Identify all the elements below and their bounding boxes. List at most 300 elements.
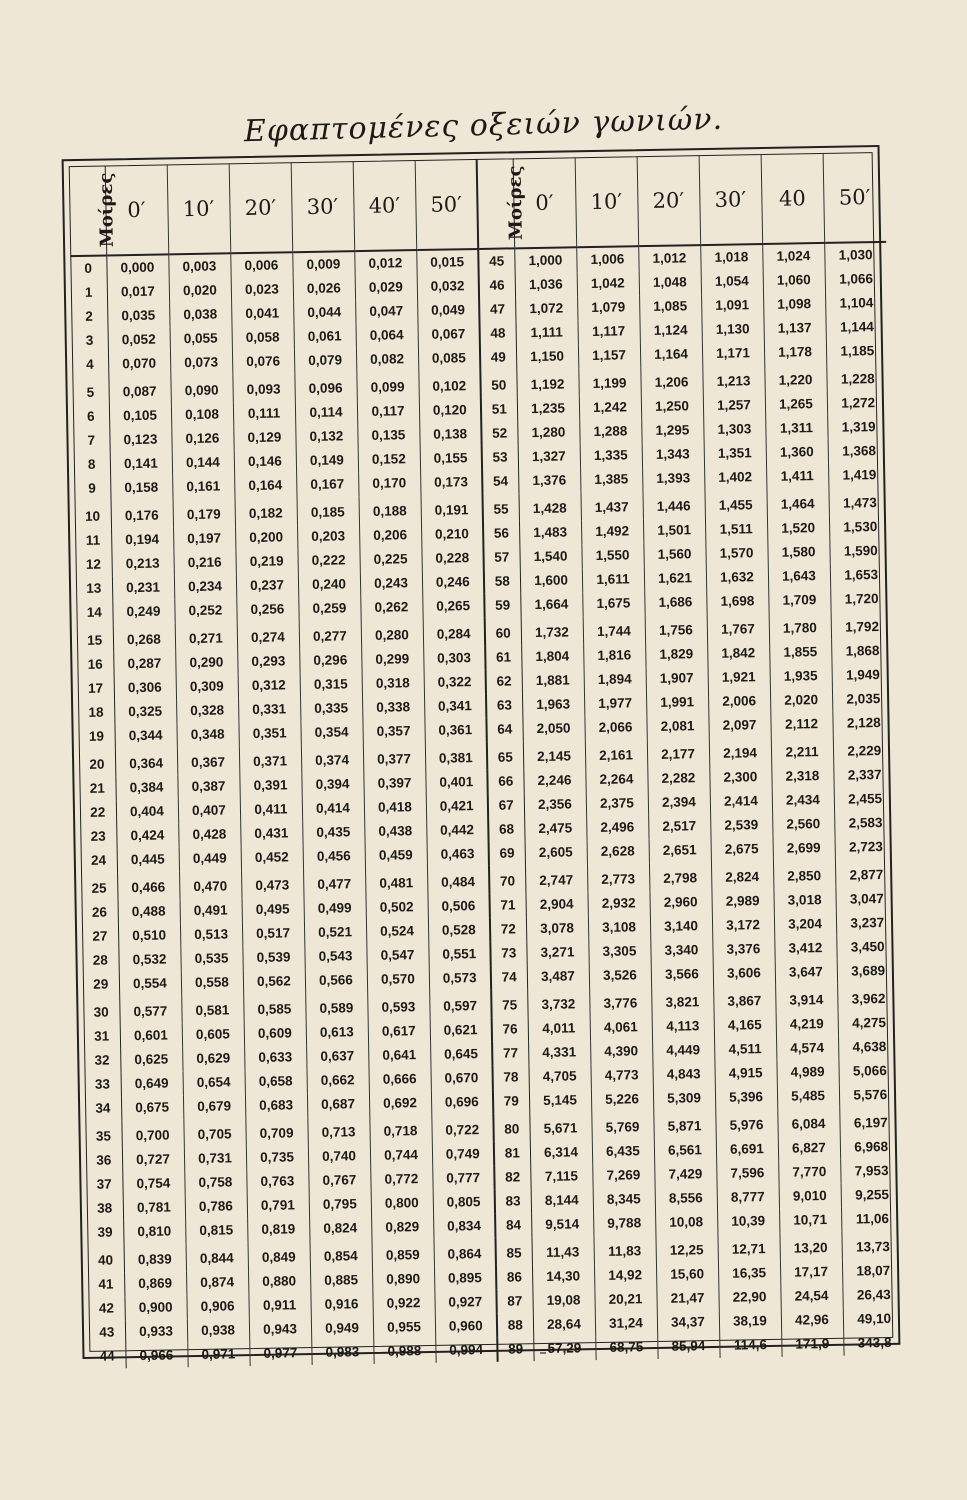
value-cell: 0,438 xyxy=(364,819,426,844)
value-cell: 0,052 xyxy=(108,327,170,352)
degree-cell: 81 xyxy=(494,1141,530,1166)
value-cell: 4,915 xyxy=(714,1061,776,1086)
degree-cell: 7 xyxy=(73,428,109,453)
value-cell: 1,048 xyxy=(639,270,701,295)
degree-cell: 84 xyxy=(495,1213,531,1238)
value-cell: 3,412 xyxy=(774,936,836,961)
value-cell: 0,064 xyxy=(356,323,418,348)
value-cell: 1,632 xyxy=(706,565,768,590)
degree-cell: 88 xyxy=(497,1313,533,1338)
value-cell: 2,035 xyxy=(846,691,881,707)
value-cell: 1,265 xyxy=(765,392,827,417)
value-cell: 0,481 xyxy=(365,867,427,896)
value-cell: 0,138 xyxy=(419,422,481,447)
minute-header: 50′ xyxy=(823,152,887,243)
value-cell: 12,71 xyxy=(717,1233,779,1262)
value-cell: 1,018 xyxy=(700,244,762,270)
value-cell: 1,842 xyxy=(707,641,769,666)
value-cell: 0,666 xyxy=(368,1067,430,1092)
value-cell: 0,900 xyxy=(124,1295,186,1320)
value-cell: 2,229 xyxy=(847,743,882,759)
value-cell: 9,010 xyxy=(779,1184,841,1209)
value-cell: 1,756 xyxy=(645,614,707,643)
value-cell: 0,445 xyxy=(117,847,179,872)
value-cell: 1,360 xyxy=(766,440,828,465)
value-cell: 0,705 xyxy=(183,1118,245,1147)
value-cell: 0,800 xyxy=(371,1191,433,1216)
value-cell: 0,141 xyxy=(110,451,172,476)
degree-cell: 46 xyxy=(479,273,515,298)
value-cell: 14,30 xyxy=(532,1264,594,1289)
value-cell: 0,906 xyxy=(186,1294,248,1319)
value-cell: 2,517 xyxy=(648,814,710,839)
value-cell: 1,288 xyxy=(579,419,641,444)
value-cell: 0,096 xyxy=(294,372,356,401)
value-cell: 0,152 xyxy=(358,447,420,472)
value-cell: 0,988 xyxy=(373,1339,435,1364)
value-cell: 2,081 xyxy=(646,714,708,739)
value-cell: 1,042 xyxy=(577,271,639,296)
value-cell: 3,487 xyxy=(527,964,589,989)
value-cell: 0,791 xyxy=(247,1193,309,1218)
value-cell: 2,675 xyxy=(711,837,773,862)
value-cell: 0,613 xyxy=(306,1020,368,1045)
value-cell: 2,605 xyxy=(525,840,587,865)
value-cell: 2,375 xyxy=(586,791,648,816)
value-cell: 4,390 xyxy=(590,1039,652,1064)
degree-cell: 3 xyxy=(72,328,108,353)
value-cell: 2,434 xyxy=(772,788,834,813)
value-cell: 0,539 xyxy=(242,945,304,970)
value-cell: 1,137 xyxy=(763,316,825,341)
value-cell: 1,419 xyxy=(842,467,877,483)
value-cell: 3,450 xyxy=(850,938,885,955)
value-cell: 0,170 xyxy=(358,471,420,496)
value-cell: 0,859 xyxy=(371,1239,433,1268)
value-cell: 0,442 xyxy=(426,818,488,843)
degree-cell: 24 xyxy=(81,848,117,873)
value-cell: 0,328 xyxy=(176,698,238,723)
value-cell: 0,284 xyxy=(423,618,485,647)
value-cell: 0,506 xyxy=(427,894,489,919)
value-cell: 7,269 xyxy=(592,1163,654,1188)
value-cell: 0,675 xyxy=(121,1095,183,1120)
value-cell: 0,916 xyxy=(310,1292,372,1317)
value-cell: 1,006 xyxy=(576,246,638,272)
value-cell: 0,772 xyxy=(370,1167,432,1192)
value-cell: 3,018 xyxy=(773,888,835,913)
degree-cell: 52 xyxy=(481,421,517,446)
value-cell: 0,593 xyxy=(367,991,429,1020)
value-cell: 2,246 xyxy=(523,768,585,793)
value-cell: 11,43 xyxy=(531,1236,593,1265)
tangent-table-frame xyxy=(62,145,901,1364)
degree-cell: 40 xyxy=(88,1244,124,1273)
value-cell: 2,960 xyxy=(649,890,711,915)
value-cell: 1,446 xyxy=(642,490,704,519)
degree-cell: 72 xyxy=(490,917,526,942)
value-cell: 3,271 xyxy=(526,940,588,965)
degree-cell: 11 xyxy=(75,528,111,553)
minute-header: 40′ xyxy=(353,160,417,251)
value-cell: 2,337 xyxy=(847,767,882,783)
value-cell: 0,581 xyxy=(181,994,243,1023)
value-cell: 0,488 xyxy=(118,899,180,924)
value-cell: 0,149 xyxy=(296,448,358,473)
value-cell: 0,179 xyxy=(173,498,235,527)
value-cell: 0,692 xyxy=(369,1091,431,1116)
value-cell: 2,560 xyxy=(772,812,834,837)
value-cell: 57,29 xyxy=(533,1336,595,1361)
value-cell: 2,050 xyxy=(522,716,584,741)
value-cell: 1,164 xyxy=(640,342,702,367)
degree-cell: 21 xyxy=(79,776,115,801)
value-cell: 0,093 xyxy=(232,373,294,402)
value-cell: 0,839 xyxy=(124,1243,186,1272)
value-cell: 1,206 xyxy=(640,366,702,395)
value-cell: 10,39 xyxy=(717,1209,779,1234)
value-cell: 1,199 xyxy=(578,367,640,396)
value-cell: 0,210 xyxy=(421,522,483,547)
value-cell: 1,385 xyxy=(580,467,642,492)
value-cell: 0,271 xyxy=(175,622,237,651)
value-cell: 0,597 xyxy=(429,990,491,1019)
degree-cell: 76 xyxy=(492,1017,528,1042)
value-cell: 1,319 xyxy=(841,419,876,435)
degree-cell: 47 xyxy=(479,297,515,322)
value-cell: 3,078 xyxy=(526,916,588,941)
value-cell: 0,949 xyxy=(311,1316,373,1341)
degree-cell: 53 xyxy=(482,445,518,470)
value-cell: 0,605 xyxy=(182,1022,244,1047)
value-cell: 0,731 xyxy=(184,1146,246,1171)
value-cell: 1,130 xyxy=(701,317,763,342)
degree-cell: 0 xyxy=(70,255,106,281)
value-cell: 0,182 xyxy=(235,497,297,526)
value-cell: 0,228 xyxy=(421,546,483,571)
value-cell: 4,275 xyxy=(852,1014,887,1031)
value-cell: 3,237 xyxy=(850,914,885,931)
value-cell: 0,718 xyxy=(369,1115,431,1144)
value-cell: 0,099 xyxy=(356,371,418,400)
value-cell: 0,558 xyxy=(181,970,243,995)
value-cell: 1,698 xyxy=(706,589,768,614)
value-cell: 0,280 xyxy=(361,619,423,648)
value-cell: 2,066 xyxy=(584,715,646,740)
value-cell: 17,17 xyxy=(780,1260,842,1285)
value-cell: 3,566 xyxy=(651,962,713,987)
value-cell: 1,686 xyxy=(644,590,706,615)
value-cell: 0,585 xyxy=(243,993,305,1022)
degree-cell: 37 xyxy=(86,1172,122,1197)
degree-cell: 78 xyxy=(492,1065,528,1090)
degree-cell: 18 xyxy=(78,700,114,725)
value-cell: 0,658 xyxy=(245,1069,307,1094)
value-cell: 1,921 xyxy=(708,665,770,690)
value-cell: 1,664 xyxy=(520,592,582,617)
degree-cell: 56 xyxy=(483,521,519,546)
table-body xyxy=(70,242,905,1369)
value-cell: 1,368 xyxy=(842,443,877,459)
value-cell: 0,079 xyxy=(294,348,356,373)
value-cell: 2,496 xyxy=(586,815,648,840)
value-cell: 0,895 xyxy=(434,1266,496,1291)
value-cell: 4,219 xyxy=(776,1012,838,1037)
value-cell: 0,312 xyxy=(238,673,300,698)
value-cell: 0,164 xyxy=(234,473,296,498)
value-cell: 0,829 xyxy=(371,1215,433,1240)
value-cell: 3,732 xyxy=(527,988,589,1017)
value-cell: 1,428 xyxy=(518,492,580,521)
value-cell: 343,8 xyxy=(857,1334,892,1351)
degree-cell: 57 xyxy=(483,545,519,570)
value-cell: 2,773 xyxy=(587,863,649,892)
value-cell: 0,216 xyxy=(173,550,235,575)
value-cell: 0,322 xyxy=(424,670,486,695)
value-cell: 0,456 xyxy=(303,844,365,869)
value-cell: 0,424 xyxy=(116,823,178,848)
value-cell: 1,560 xyxy=(643,542,705,567)
value-cell: 0,240 xyxy=(298,572,360,597)
degree-cell: 61 xyxy=(485,645,521,670)
value-cell: 1,393 xyxy=(642,466,704,491)
value-cell: 4,331 xyxy=(528,1040,590,1065)
minute-header: 30′ xyxy=(699,154,763,245)
value-cell: 0,543 xyxy=(304,944,366,969)
degree-cell: 16 xyxy=(77,652,113,677)
value-cell: 3,776 xyxy=(589,987,651,1016)
degree-cell: 45 xyxy=(478,248,514,274)
value-cell: 0,351 xyxy=(238,721,300,746)
value-cell: 0,744 xyxy=(370,1143,432,1168)
value-cell: 0,477 xyxy=(303,868,365,897)
value-cell: 1,437 xyxy=(580,491,642,520)
value-cell: 0,645 xyxy=(430,1042,492,1067)
value-cell: 0,633 xyxy=(244,1045,306,1070)
value-cell: 0,683 xyxy=(245,1093,307,1118)
value-cell: 0,203 xyxy=(297,524,359,549)
value-cell: 0,414 xyxy=(302,796,364,821)
value-cell: 0,293 xyxy=(237,649,299,674)
value-cell: 2,318 xyxy=(771,764,833,789)
value-cell: 0,551 xyxy=(428,942,490,967)
value-cell: 1,213 xyxy=(702,365,764,394)
degree-cell: 65 xyxy=(487,741,523,770)
value-cell: 4,011 xyxy=(528,1016,590,1041)
value-cell: 0,943 xyxy=(249,1317,311,1342)
value-cell: 1,520 xyxy=(767,516,829,541)
value-cell: 18,07 xyxy=(856,1262,891,1279)
value-cell: 1,570 xyxy=(705,541,767,566)
stray-mark xyxy=(540,1352,546,1354)
degree-cell: 10 xyxy=(75,500,111,529)
value-cell: 13,20 xyxy=(779,1232,841,1261)
value-cell: 0,123 xyxy=(109,427,171,452)
value-cell: 1,157 xyxy=(578,343,640,368)
value-cell: 1,036 xyxy=(515,272,577,297)
value-cell: 2,651 xyxy=(649,838,711,863)
degree-cell: 17 xyxy=(78,676,114,701)
value-cell: 0,566 xyxy=(305,968,367,993)
value-cell: 4,989 xyxy=(776,1060,838,1085)
value-cell: 1,272 xyxy=(841,395,876,411)
value-cell: 5,066 xyxy=(852,1062,887,1079)
value-cell: 0,374 xyxy=(301,744,363,773)
value-cell: 85,94 xyxy=(657,1334,719,1359)
value-cell: 1,280 xyxy=(517,420,579,445)
value-cell: 1,501 xyxy=(643,518,705,543)
degree-header-left: Μοίρες xyxy=(69,165,107,256)
value-cell: 0,262 xyxy=(360,595,422,620)
value-cell: 0,625 xyxy=(120,1047,182,1072)
value-cell: 0,849 xyxy=(248,1241,310,1270)
degree-cell: 67 xyxy=(488,793,524,818)
degree-cell: 1 xyxy=(71,280,107,305)
value-cell: 0,111 xyxy=(233,401,295,426)
value-cell: 2,161 xyxy=(585,739,647,768)
value-cell: 0,491 xyxy=(180,898,242,923)
value-cell: 0,047 xyxy=(355,299,417,324)
value-cell: 0,237 xyxy=(236,573,298,598)
degree-cell: 15 xyxy=(77,624,113,653)
value-cell: 1,030 xyxy=(838,247,873,263)
value-cell: 0,087 xyxy=(108,375,170,404)
value-cell: 2,300 xyxy=(709,765,771,790)
value-cell: 0,381 xyxy=(425,742,487,771)
value-cell: 0,090 xyxy=(170,374,232,403)
degree-cell: 62 xyxy=(486,669,522,694)
degree-cell: 48 xyxy=(479,321,515,346)
value-cell: 2,904 xyxy=(525,892,587,917)
value-cell: 0,786 xyxy=(185,1194,247,1219)
value-cell: 49,10 xyxy=(857,1310,892,1327)
value-cell: 0,009 xyxy=(292,251,354,277)
value-cell: 3,376 xyxy=(712,937,774,962)
value-cell: 1,530 xyxy=(843,519,878,535)
value-cell: 0,854 xyxy=(310,1240,372,1269)
value-cell: 1,178 xyxy=(764,340,826,365)
degree-cell: 64 xyxy=(486,717,522,742)
value-cell: 0,041 xyxy=(231,301,293,326)
value-cell: 0,679 xyxy=(183,1094,245,1119)
value-cell: 0,023 xyxy=(231,277,293,302)
degree-cell: 79 xyxy=(493,1089,529,1114)
value-cell: 0,105 xyxy=(109,403,171,428)
value-cell: 3,689 xyxy=(851,962,886,979)
value-cell: 0,521 xyxy=(304,920,366,945)
degree-cell: 63 xyxy=(486,693,522,718)
value-cell: 5,396 xyxy=(715,1085,777,1110)
value-cell: 1,000 xyxy=(514,247,576,273)
value-cell: 7,115 xyxy=(530,1164,592,1189)
value-cell: 1,935 xyxy=(770,664,832,689)
degree-cell: 36 xyxy=(86,1148,122,1173)
degree-cell: 71 xyxy=(489,893,525,918)
value-cell: 19,08 xyxy=(532,1288,594,1313)
value-cell: 1,653 xyxy=(844,567,879,583)
degree-cell: 27 xyxy=(82,924,118,949)
value-cell: 0,032 xyxy=(417,274,479,299)
value-cell: 1,949 xyxy=(845,667,880,683)
value-cell: 2,583 xyxy=(848,815,883,831)
value-cell: 1,220 xyxy=(764,364,826,393)
value-cell: 0,219 xyxy=(235,549,297,574)
value-cell: 0,499 xyxy=(304,896,366,921)
value-cell: 0,758 xyxy=(184,1170,246,1195)
value-cell: 0,249 xyxy=(112,599,174,624)
value-cell: 0,547 xyxy=(366,943,428,968)
degree-cell: 83 xyxy=(495,1189,531,1214)
value-cell: 3,647 xyxy=(775,960,837,985)
value-cell: 0,641 xyxy=(368,1043,430,1068)
value-cell: 5,485 xyxy=(777,1084,839,1109)
value-cell: 0,114 xyxy=(295,400,357,425)
value-cell: 0,120 xyxy=(419,398,481,423)
value-cell: 3,305 xyxy=(588,939,650,964)
value-cell: 8,345 xyxy=(593,1187,655,1212)
degree-cell: 55 xyxy=(482,493,518,522)
value-cell: 0,146 xyxy=(234,449,296,474)
value-cell: 2,475 xyxy=(524,816,586,841)
value-cell: 1,242 xyxy=(579,395,641,420)
value-cell: 4,165 xyxy=(714,1013,776,1038)
value-cell: 0,309 xyxy=(176,674,238,699)
value-cell: 2,211 xyxy=(771,736,833,765)
value-cell: 1,072 xyxy=(515,296,577,321)
value-cell: 1,411 xyxy=(766,464,828,489)
value-cell: 0,401 xyxy=(425,770,487,795)
value-cell: 5,769 xyxy=(591,1111,653,1140)
degree-cell: 80 xyxy=(493,1113,529,1142)
value-cell: 1,295 xyxy=(641,418,703,443)
value-cell: 1,621 xyxy=(644,566,706,591)
value-cell: 0,517 xyxy=(242,921,304,946)
value-cell: 4,773 xyxy=(590,1063,652,1088)
value-cell: 2,699 xyxy=(773,836,835,861)
value-cell: 0,960 xyxy=(435,1314,497,1339)
value-cell: 0,528 xyxy=(428,918,490,943)
value-cell: 0,696 xyxy=(431,1090,493,1115)
value-cell: 114,6 xyxy=(719,1333,781,1358)
value-cell: 0,452 xyxy=(241,845,303,870)
degree-cell: 68 xyxy=(488,817,524,842)
degree-cell: 14 xyxy=(76,600,112,625)
value-cell: 0,049 xyxy=(417,298,479,323)
value-cell: 4,705 xyxy=(528,1064,590,1089)
value-cell: 2,539 xyxy=(710,813,772,838)
value-cell: 0,331 xyxy=(238,697,300,722)
value-cell: 1,117 xyxy=(577,319,639,344)
value-cell: 0,126 xyxy=(171,426,233,451)
value-cell: 0,306 xyxy=(114,675,176,700)
value-cell: 0,922 xyxy=(372,1291,434,1316)
degree-cell: 39 xyxy=(87,1220,123,1245)
value-cell: 2,932 xyxy=(587,891,649,916)
value-cell: 21,47 xyxy=(656,1286,718,1311)
value-cell: 0,621 xyxy=(430,1018,492,1043)
value-cell: 0,185 xyxy=(297,496,359,525)
value-cell: 0,767 xyxy=(308,1168,370,1193)
value-cell: 1,192 xyxy=(516,368,578,397)
degree-cell: 19 xyxy=(78,724,114,749)
value-cell: 1,327 xyxy=(518,444,580,469)
degree-cell: 70 xyxy=(489,865,525,894)
value-cell: 0,955 xyxy=(373,1315,435,1340)
value-cell: 2,145 xyxy=(523,740,585,769)
value-cell: 0,129 xyxy=(233,425,295,450)
value-cell: 1,829 xyxy=(645,642,707,667)
value-cell: 1,235 xyxy=(517,396,579,421)
